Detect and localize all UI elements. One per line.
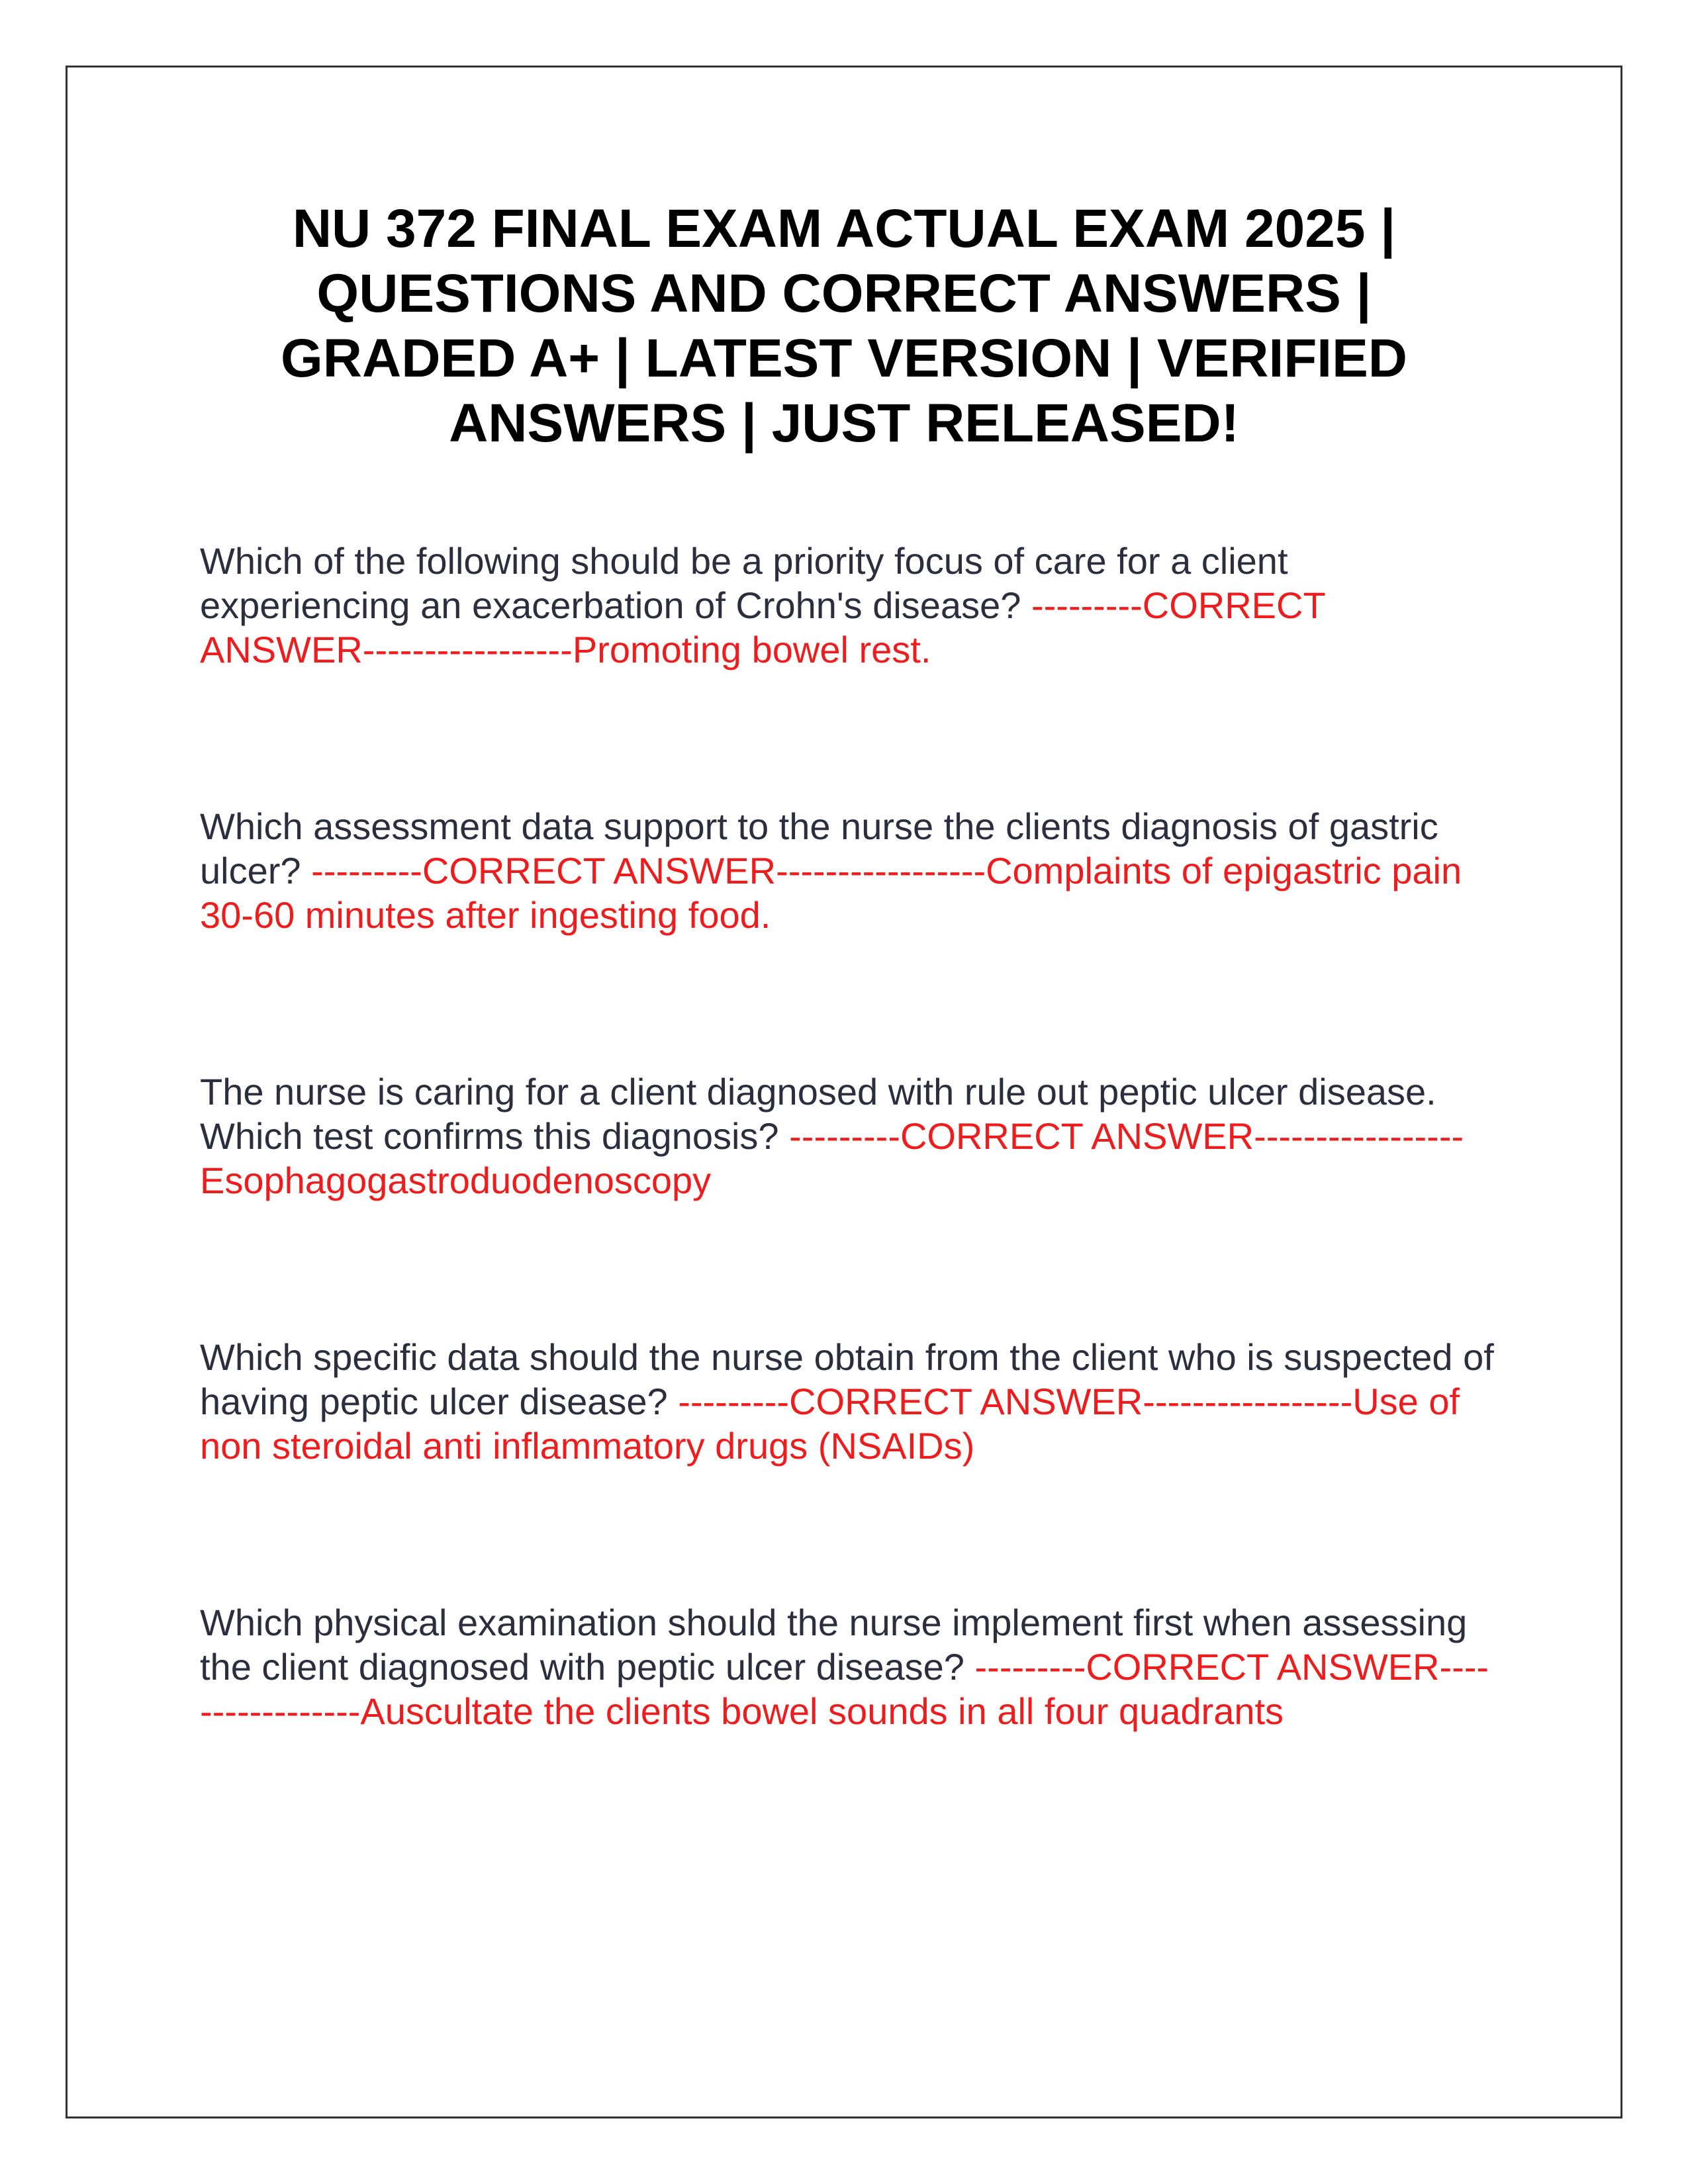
- question-text: Which of the following should be a priority focus of care for a client experiencing an exacerbation of Crohn's disease?: [200, 540, 1288, 626]
- answer-text: ---------CORRECT ANSWER-----------------Complaints of epigastric pain 30-60 minutes after ingesting food.: [200, 850, 1462, 936]
- answer-text: ---------CORRECT ANSWER-----------------Esophagogastroduodenoscopy: [200, 1115, 1464, 1201]
- qa-item: [200, 1600, 1497, 1733]
- answer-text: ---------CORRECT ANSWER-----------------Auscultate the clients bowel sounds in all four quadrants: [200, 1646, 1489, 1732]
- question-text: Which specific data should the nurse obtain from the client who is suspected of having peptic ulcer disease?: [200, 1336, 1494, 1422]
- question-text: The nurse is caring for a client diagnosed with rule out peptic ulcer disease. Which test confirms this diagnosis?: [200, 1071, 1436, 1157]
- qa-item: [200, 804, 1497, 937]
- answer-text: ---------CORRECT ANSWER-----------------Promoting bowel rest.: [200, 584, 1325, 670]
- question-text: Which physical examination should the nurse implement first when assessing the client diagnosed with peptic ulcer disease?: [200, 1602, 1468, 1688]
- qa-item: [200, 1335, 1497, 1468]
- qa-item: [200, 539, 1497, 672]
- qa-item: [200, 1069, 1497, 1203]
- document-title: NU 372 FINAL EXAM ACTUAL EXAM 2025 | QUESTIONS AND CORRECT ANSWERS | GRADED A+ | LATEST VERSION | VERIFIED ANSWERS | JUST RELEASED!: [280, 199, 1408, 453]
- question-text: Which assessment data support to the nurse the clients diagnosis of gastric ulcer?: [200, 805, 1438, 891]
- answer-text: ---------CORRECT ANSWER-----------------Use of non steroidal anti inflammatory drugs (NSAIDs): [200, 1381, 1460, 1467]
